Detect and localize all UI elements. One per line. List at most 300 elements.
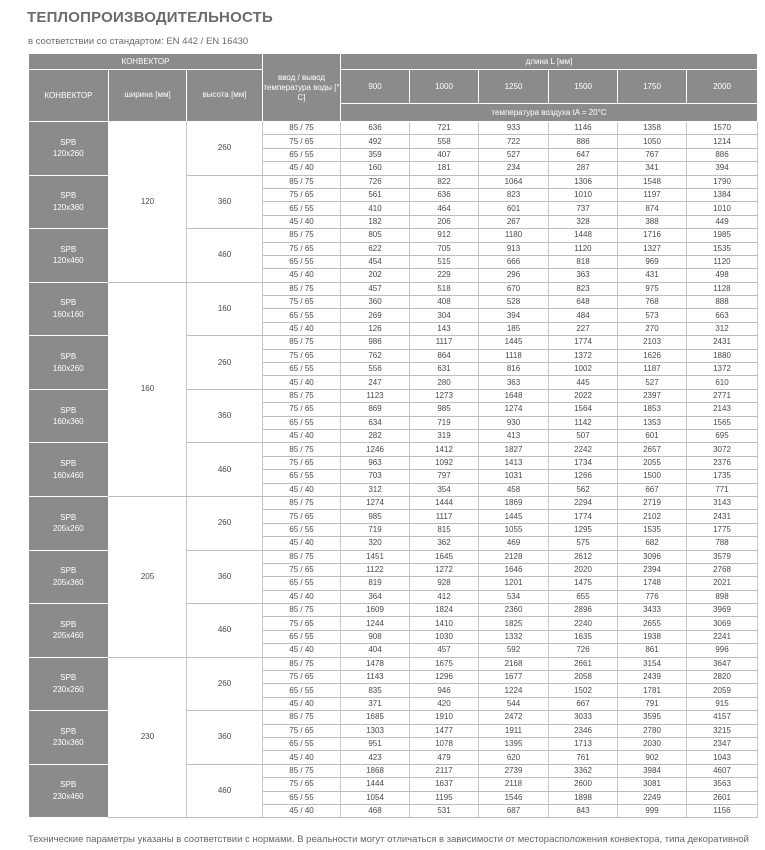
value-cell: 1626 [618,349,687,362]
value-cell: 562 [549,483,618,496]
value-cell: 788 [687,537,758,550]
value-cell: 1868 [341,764,410,777]
temperature-cell: 65 / 55 [263,309,341,322]
value-cell: 648 [549,296,618,309]
value-cell: 1246 [341,443,410,456]
value-cell: 816 [479,363,549,376]
value-cell: 1372 [549,349,618,362]
value-cell: 726 [341,175,410,188]
value-cell: 886 [687,148,758,161]
value-cell: 1911 [479,724,549,737]
height-cell: 260 [187,657,263,711]
value-cell: 2117 [410,764,479,777]
value-cell: 1713 [549,737,618,750]
model-cell [29,122,109,176]
temperature-cell: 45 / 40 [263,429,341,442]
header-temperature: ввод / вывод температура воды [° C] [263,54,341,122]
value-cell: 864 [410,349,479,362]
value-cell: 908 [341,630,410,643]
temperature-cell: 65 / 55 [263,148,341,161]
value-cell: 805 [341,229,410,242]
model-size: 160x360 [52,417,84,427]
value-cell: 719 [341,523,410,536]
table-body [29,122,758,818]
value-cell: 2431 [687,510,758,523]
value-cell: 1002 [549,363,618,376]
header-length-1000: 1000 [410,70,479,104]
value-cell: 2719 [618,496,687,509]
temperature-cell: 85 / 75 [263,122,341,135]
value-cell: 229 [410,269,479,282]
value-cell: 408 [410,296,479,309]
value-cell: 515 [410,255,479,268]
value-cell: 3595 [618,711,687,724]
value-cell: 1272 [410,563,479,576]
temperature-cell: 75 / 65 [263,778,341,791]
value-cell: 1117 [410,510,479,523]
value-cell: 1648 [479,389,549,402]
model-name: SPB [60,673,77,683]
value-cell: 247 [341,376,410,389]
temperature-cell: 45 / 40 [263,483,341,496]
value-cell: 2820 [687,671,758,684]
value-cell: 2472 [479,711,549,724]
value-cell: 951 [341,737,410,750]
model-size: 205x260 [52,524,84,534]
value-cell: 2739 [479,764,549,777]
model-size: 230x360 [52,738,84,748]
value-cell: 458 [479,483,549,496]
value-cell: 1548 [618,175,687,188]
value-cell: 822 [410,175,479,188]
value-cell: 556 [341,363,410,376]
temperature-cell: 85 / 75 [263,550,341,563]
value-cell: 915 [687,697,758,710]
value-cell: 1412 [410,443,479,456]
header-height: высота [мм] [187,70,263,122]
value-cell: 2780 [618,724,687,737]
model-cell [29,389,109,443]
value-cell: 975 [618,282,687,295]
value-cell: 933 [479,122,549,135]
value-cell: 1295 [549,523,618,536]
value-cell: 1645 [410,550,479,563]
table-header [29,54,758,122]
value-cell: 898 [687,590,758,603]
header-model: КОНВЕКТОР [29,70,109,122]
temperature-cell: 45 / 40 [263,376,341,389]
value-cell: 1448 [549,229,618,242]
value-cell: 1444 [410,496,479,509]
temperature-cell: 65 / 55 [263,684,341,697]
temperature-cell: 45 / 40 [263,590,341,603]
value-cell: 394 [479,309,549,322]
value-cell: 206 [410,215,479,228]
value-cell: 815 [410,523,479,536]
value-cell: 888 [687,296,758,309]
value-cell: 818 [549,255,618,268]
value-cell: 1546 [479,791,549,804]
model-cell [29,282,109,336]
value-cell: 912 [410,229,479,242]
value-cell: 498 [687,269,758,282]
model-name: SPB [60,405,77,415]
model-name: SPB [60,298,77,308]
value-cell: 2600 [549,778,618,791]
value-cell: 2439 [618,671,687,684]
value-cell: 1123 [341,389,410,402]
value-cell: 2768 [687,563,758,576]
value-cell: 670 [479,282,549,295]
value-cell: 445 [549,376,618,389]
value-cell: 996 [687,644,758,657]
model-size: 230x460 [52,792,84,802]
value-cell: 620 [479,751,549,764]
value-cell: 1353 [618,416,687,429]
value-cell: 3579 [687,550,758,563]
model-size: 120x260 [52,149,84,159]
value-cell: 886 [549,135,618,148]
value-cell: 3069 [687,617,758,630]
page-subtitle: в соответствии со стандартом: EN 442 / EN 16430 [28,36,249,47]
height-cell: 360 [187,389,263,443]
value-cell: 1774 [549,336,618,349]
value-cell: 267 [479,215,549,228]
value-cell: 185 [479,322,549,335]
value-cell: 423 [341,751,410,764]
value-cell: 469 [479,537,549,550]
value-cell: 312 [341,483,410,496]
value-cell: 636 [341,122,410,135]
temperature-cell: 75 / 65 [263,242,341,255]
value-cell: 479 [410,751,479,764]
value-cell: 531 [410,804,479,817]
model-size: 205x360 [52,577,84,587]
value-cell: 634 [341,416,410,429]
value-cell: 1748 [618,577,687,590]
value-cell: 319 [410,429,479,442]
value-cell: 2059 [687,684,758,697]
table-row [29,496,758,509]
value-cell: 1451 [341,550,410,563]
height-cell: 260 [187,336,263,390]
value-cell: 1535 [618,523,687,536]
value-cell: 3563 [687,778,758,791]
value-cell: 431 [618,269,687,282]
value-cell: 1477 [410,724,479,737]
value-cell: 1880 [687,349,758,362]
value-cell: 726 [549,644,618,657]
value-cell: 2058 [549,671,618,684]
model-size: 160x260 [52,363,84,373]
value-cell: 797 [410,470,479,483]
value-cell: 767 [618,148,687,161]
value-cell: 404 [341,644,410,657]
value-cell: 721 [410,122,479,135]
value-cell: 2022 [549,389,618,402]
value-cell: 407 [410,148,479,161]
header-convector-group: КОНВЕКТОР [29,54,263,70]
temperature-cell: 75 / 65 [263,617,341,630]
value-cell: 182 [341,215,410,228]
value-cell: 663 [687,309,758,322]
value-cell: 1570 [687,122,758,135]
value-cell: 3072 [687,443,758,456]
value-cell: 296 [479,269,549,282]
value-cell: 1142 [549,416,618,429]
value-cell: 420 [410,697,479,710]
value-cell: 394 [687,162,758,175]
value-cell: 527 [618,376,687,389]
value-cell: 722 [479,135,549,148]
value-cell: 762 [341,349,410,362]
value-cell: 771 [687,483,758,496]
value-cell: 1197 [618,188,687,201]
value-cell: 304 [410,309,479,322]
value-cell: 667 [549,697,618,710]
value-cell: 1224 [479,684,549,697]
footnote: Технические параметры указаны в соответствии с нормами. В реальности могут отличаться в зависимости от месторасположения конвектора, типа декоративной [28,834,749,845]
temperature-cell: 65 / 55 [263,737,341,750]
value-cell: 354 [410,483,479,496]
model-cell [29,657,109,711]
value-cell: 1120 [549,242,618,255]
value-cell: 1716 [618,229,687,242]
value-cell: 2347 [687,737,758,750]
value-cell: 823 [479,188,549,201]
model-cell [29,336,109,390]
value-cell: 1825 [479,617,549,630]
temperature-cell: 85 / 75 [263,443,341,456]
value-cell: 492 [341,135,410,148]
value-cell: 1478 [341,657,410,670]
value-cell: 2601 [687,791,758,804]
heat-output-table [28,53,758,818]
value-cell: 1790 [687,175,758,188]
value-cell: 869 [341,403,410,416]
header-length-1250: 1250 [479,70,549,104]
value-cell: 2771 [687,389,758,402]
model-size: 230x260 [52,684,84,694]
value-cell: 2118 [479,778,549,791]
value-cell: 3143 [687,496,758,509]
value-cell: 1078 [410,737,479,750]
table-row [29,282,758,295]
value-cell: 2102 [618,510,687,523]
value-cell: 1827 [479,443,549,456]
value-cell: 1413 [479,456,549,469]
temperature-cell: 65 / 55 [263,470,341,483]
value-cell: 468 [341,804,410,817]
value-cell: 2128 [479,550,549,563]
value-cell: 1266 [549,470,618,483]
model-cell [29,550,109,604]
value-cell: 1564 [549,403,618,416]
value-cell: 1395 [479,737,549,750]
height-cell: 360 [187,175,263,229]
temperature-cell: 85 / 75 [263,711,341,724]
value-cell: 363 [479,376,549,389]
value-cell: 527 [479,148,549,161]
value-cell: 963 [341,456,410,469]
header-length-900: 900 [341,70,410,104]
value-cell: 2397 [618,389,687,402]
value-cell: 928 [410,577,479,590]
value-cell: 969 [618,255,687,268]
value-cell: 682 [618,537,687,550]
model-size: 160x460 [52,470,84,480]
value-cell: 3096 [618,550,687,563]
value-cell: 1735 [687,470,758,483]
model-name: SPB [60,512,77,522]
value-cell: 4157 [687,711,758,724]
value-cell: 1384 [687,188,758,201]
value-cell: 280 [410,376,479,389]
width-cell: 230 [109,657,187,818]
value-cell: 3433 [618,604,687,617]
value-cell: 985 [410,403,479,416]
value-cell: 1332 [479,630,549,643]
temperature-cell: 75 / 65 [263,188,341,201]
value-cell: 1030 [410,630,479,643]
value-cell: 287 [549,162,618,175]
value-cell: 2143 [687,403,758,416]
value-cell: 1898 [549,791,618,804]
value-cell: 1214 [687,135,758,148]
value-cell: 835 [341,684,410,697]
value-cell: 1120 [687,255,758,268]
value-cell: 861 [618,644,687,657]
value-cell: 1535 [687,242,758,255]
value-cell: 1306 [549,175,618,188]
value-cell: 2376 [687,456,758,469]
model-name: SPB [60,780,77,790]
value-cell: 1117 [410,336,479,349]
value-cell: 1444 [341,778,410,791]
value-cell: 631 [410,363,479,376]
value-cell: 413 [479,429,549,442]
header-length-1750: 1750 [618,70,687,104]
value-cell: 2655 [618,617,687,630]
value-cell: 1201 [479,577,549,590]
value-cell: 1677 [479,671,549,684]
temperature-cell: 85 / 75 [263,657,341,670]
value-cell: 695 [687,429,758,442]
height-cell: 260 [187,496,263,550]
value-cell: 412 [410,590,479,603]
value-cell: 636 [410,188,479,201]
value-cell: 1010 [549,188,618,201]
temperature-cell: 75 / 65 [263,563,341,576]
value-cell: 1043 [687,751,758,764]
value-cell: 2249 [618,791,687,804]
value-cell: 1274 [479,403,549,416]
model-size: 120x360 [52,202,84,212]
model-name: SPB [60,459,77,469]
value-cell: 360 [341,296,410,309]
value-cell: 3362 [549,764,618,777]
model-cell [29,604,109,658]
value-cell: 610 [687,376,758,389]
value-cell: 647 [549,148,618,161]
temperature-cell: 85 / 75 [263,389,341,402]
value-cell: 359 [341,148,410,161]
model-cell [29,175,109,229]
value-cell: 1938 [618,630,687,643]
value-cell: 1372 [687,363,758,376]
model-name: SPB [60,726,77,736]
value-cell: 2241 [687,630,758,643]
height-cell: 460 [187,229,263,283]
value-cell: 3984 [618,764,687,777]
model-name: SPB [60,191,77,201]
temperature-cell: 75 / 65 [263,724,341,737]
value-cell: 1781 [618,684,687,697]
temperature-cell: 75 / 65 [263,671,341,684]
temperature-cell: 45 / 40 [263,269,341,282]
value-cell: 1064 [479,175,549,188]
value-cell: 1244 [341,617,410,630]
value-cell: 328 [549,215,618,228]
value-cell: 1685 [341,711,410,724]
model-cell [29,711,109,765]
value-cell: 1128 [687,282,758,295]
value-cell: 1195 [410,791,479,804]
value-cell: 507 [549,429,618,442]
value-cell: 270 [618,322,687,335]
value-cell: 1273 [410,389,479,402]
value-cell: 2394 [618,563,687,576]
value-cell: 2103 [618,336,687,349]
temperature-cell: 75 / 65 [263,456,341,469]
value-cell: 528 [479,296,549,309]
value-cell: 126 [341,322,410,335]
temperature-cell: 85 / 75 [263,496,341,509]
value-cell: 2612 [549,550,618,563]
temperature-cell: 75 / 65 [263,349,341,362]
value-cell: 4607 [687,764,758,777]
temperature-cell: 65 / 55 [263,416,341,429]
value-cell: 202 [341,269,410,282]
temperature-cell: 65 / 55 [263,791,341,804]
model-cell [29,443,109,497]
value-cell: 160 [341,162,410,175]
model-cell [29,764,109,818]
value-cell: 3215 [687,724,758,737]
value-cell: 227 [549,322,618,335]
value-cell: 1010 [687,202,758,215]
value-cell: 1675 [410,657,479,670]
value-cell: 3969 [687,604,758,617]
temperature-cell: 65 / 55 [263,630,341,643]
temperature-cell: 75 / 65 [263,296,341,309]
header-length-1500: 1500 [549,70,618,104]
value-cell: 1146 [549,122,618,135]
value-cell: 558 [410,135,479,148]
model-name: SPB [60,244,77,254]
value-cell: 1500 [618,470,687,483]
value-cell: 1187 [618,363,687,376]
temperature-cell: 85 / 75 [263,229,341,242]
value-cell: 234 [479,162,549,175]
model-name: SPB [60,351,77,361]
value-cell: 986 [341,336,410,349]
height-cell: 160 [187,282,263,336]
value-cell: 687 [479,804,549,817]
value-cell: 705 [410,242,479,255]
height-cell: 460 [187,443,263,497]
value-cell: 1054 [341,791,410,804]
